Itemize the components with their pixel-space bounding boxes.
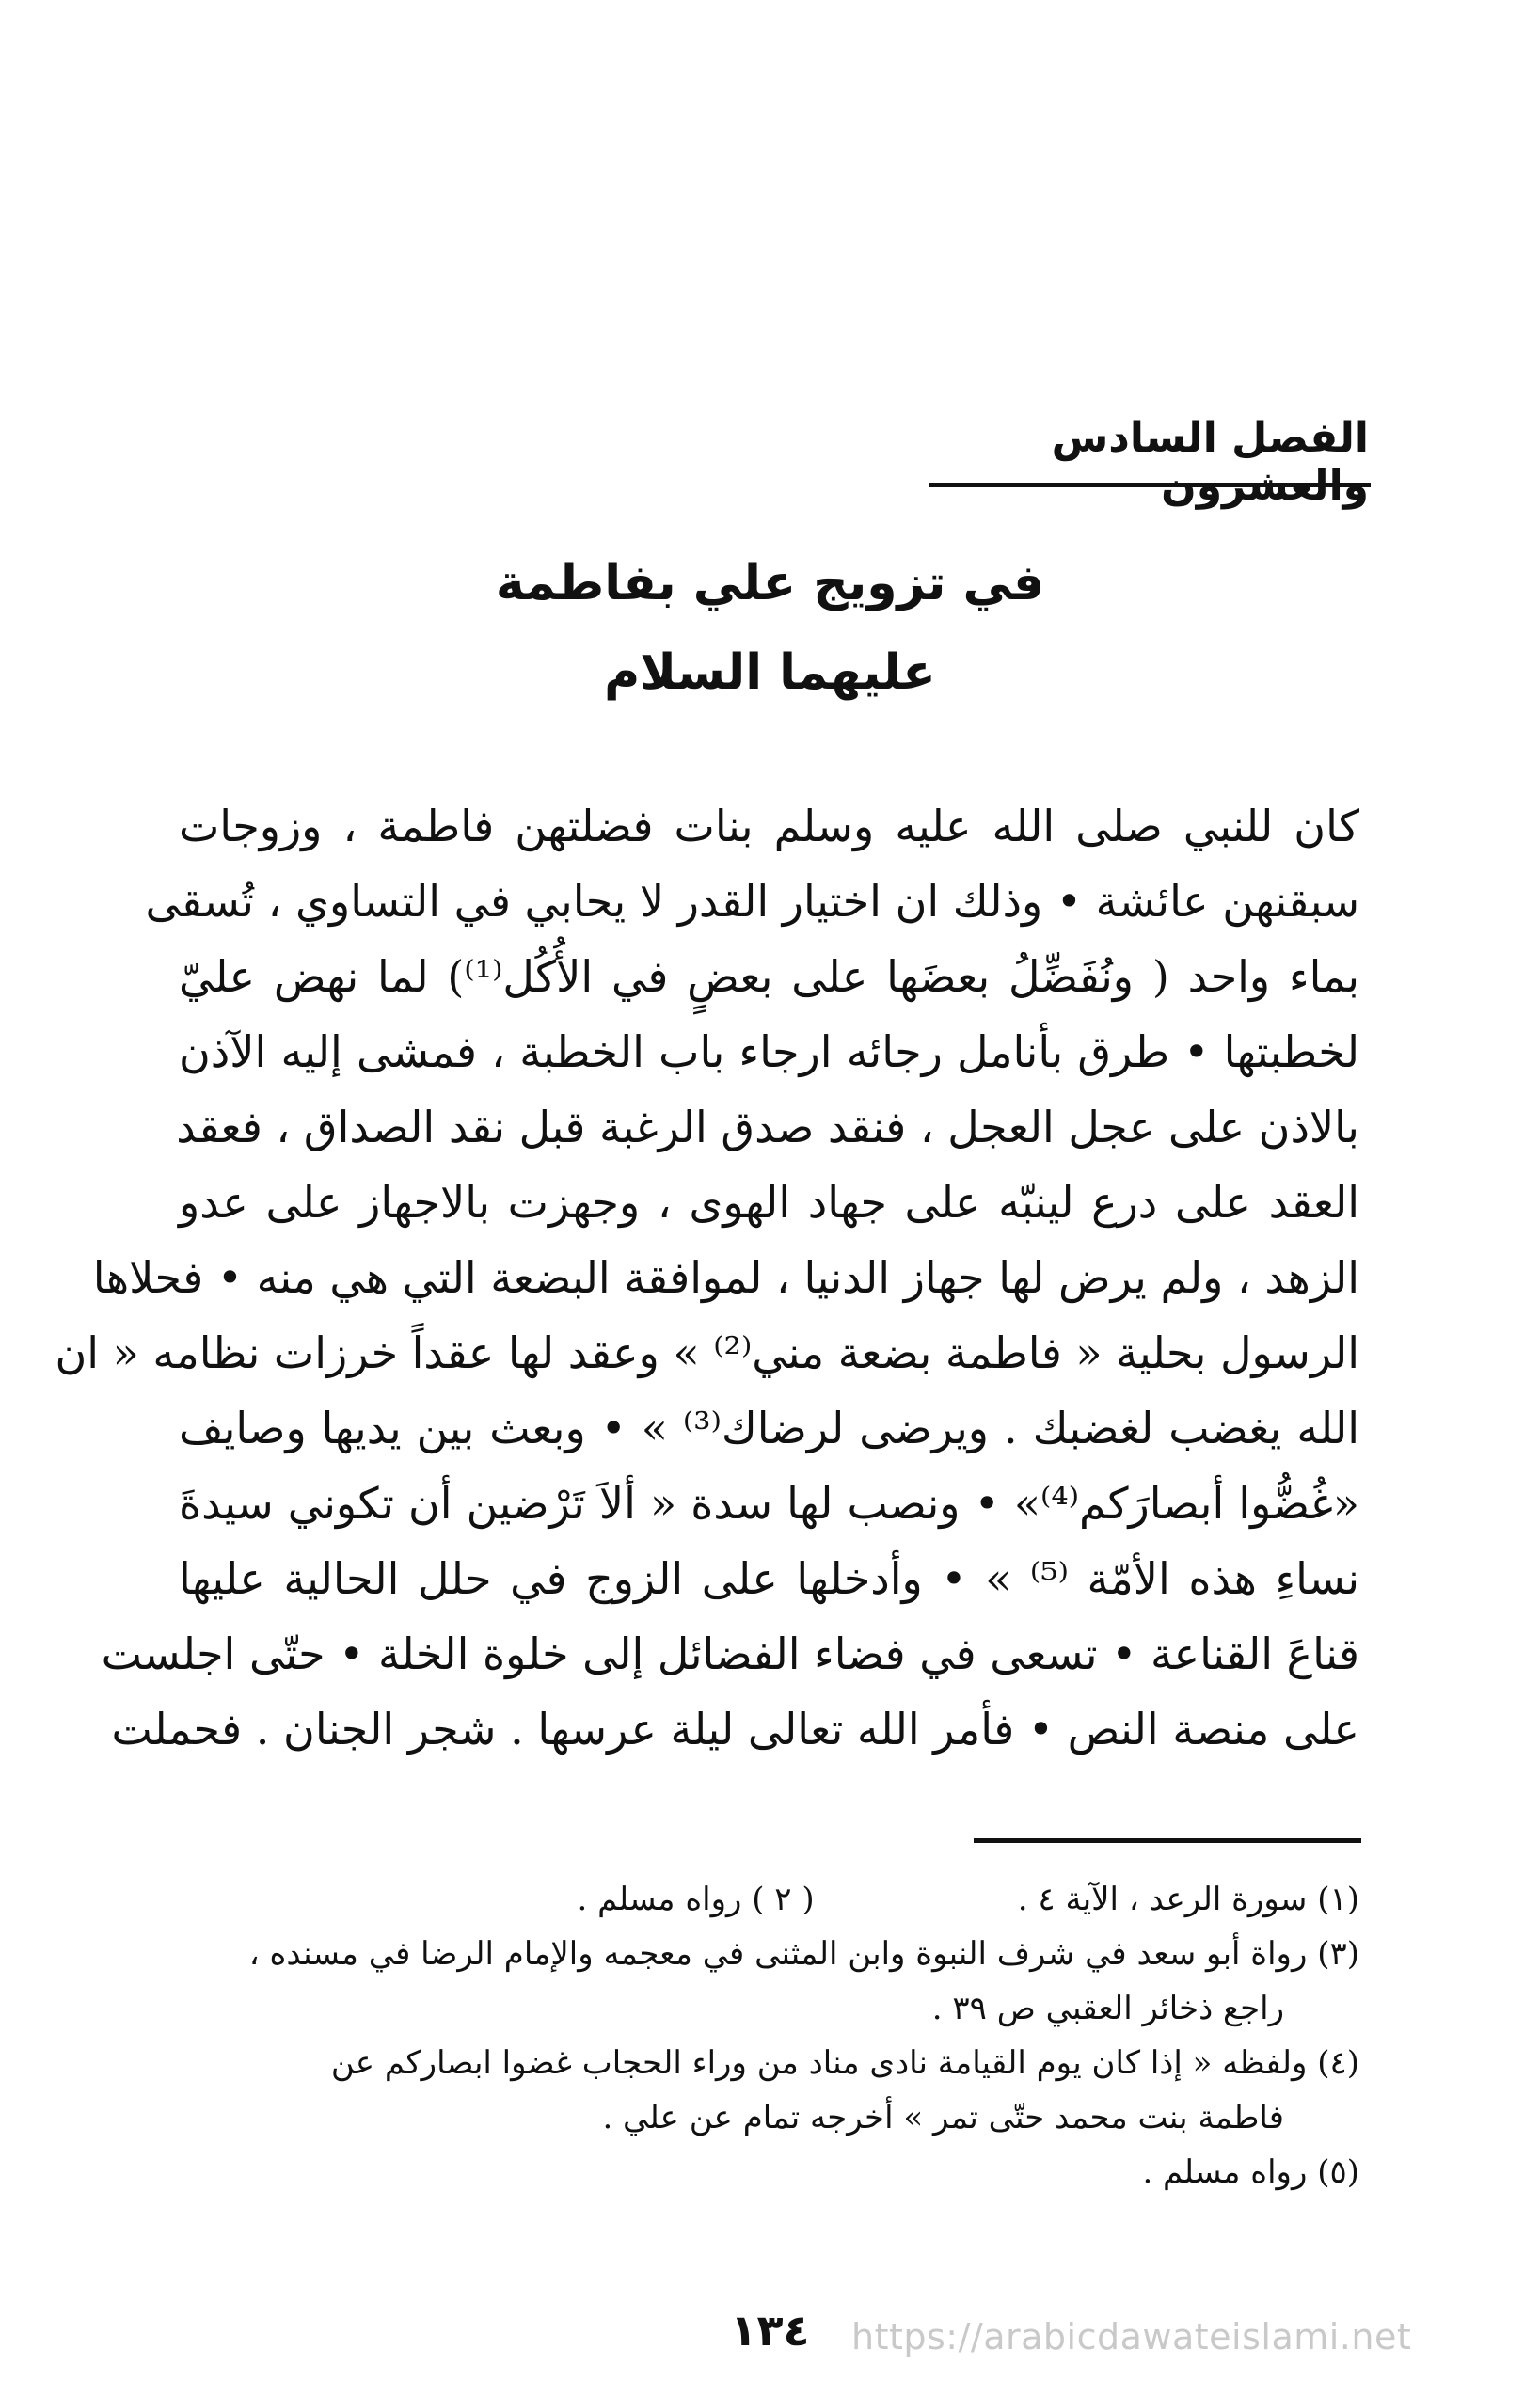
footnotes	[165, 1872, 1359, 2199]
body-line: سبقنهن عائشة • وذلك ان اختيار القدر لا يحابي في التساوي ، تُسقى	[145, 876, 1359, 927]
body-line: على منصة النص • فأمر الله تعالى ليلة عرسها . شجر الجنان . فحملت	[111, 1704, 1359, 1755]
footnote-line: فاطمة بنت محمد حتّى تمر » أخرجه تمام عن علي .	[602, 2099, 1284, 2136]
body-line: كان للنبي صلى الله عليه وسلم بنات فضلتهن فاطمة ، وزوجات	[179, 801, 1359, 851]
body-line: «غُضُّوا أبصارَكم⁽⁴⁾» • ونصب لها سدة « ألاَ تَرْضين أن تكوني سيدةَ	[179, 1478, 1359, 1529]
body-line: الرسول بحلية « فاطمة بضعة مني⁽²⁾ » وعقد لها عقداً خرزات نظامه « ان	[55, 1327, 1359, 1378]
section-title-line-2: عليهما السلام	[604, 644, 936, 701]
body-line: الزهد ، ولم يرض لها جهاز الدنيا ، لموافقة البضعة التي هي منه • فحلاها	[92, 1252, 1359, 1303]
footnote-separator	[974, 1838, 1361, 1843]
body-line: قناعَ القناعة • تسعى في فضاء الفضائل إلى خلوة الخلة • حتّى اجلست	[101, 1628, 1359, 1679]
page-number: ١٣٤	[730, 2305, 810, 2356]
watermark-url: https://arabicdawateislami.net	[851, 2316, 1412, 2358]
body-line: نساءِ هذه الأمّة ⁽⁵⁾ » • وأدخلها على الزوج في حلل الحالية عليها	[179, 1553, 1360, 1604]
body-line: بالاذن على عجل العجل ، فنقد صدق الرغبة قبل نقد الصداق ، فعقد	[176, 1102, 1359, 1152]
body-line: العقد على درع لينبّه على جهاد الهوى ، وجهزت بالاجهاز على عدو	[179, 1177, 1359, 1228]
body-line: الله يغضب لغضبك . ويرضى لرضاك⁽³⁾ » • وبعث بين يديها وصايف	[179, 1403, 1359, 1453]
chapter-heading: الفصل السادس والعشرون	[1051, 414, 1369, 510]
section-title-line-1: في تزويج علي بفاطمة	[495, 555, 1045, 611]
chapter-heading-underline	[929, 483, 1371, 487]
footnote-line: (٥) رواه مسلم .	[1142, 2153, 1359, 2191]
footnote-line: (٤) ولفظه « إذا كان يوم القيامة نادى مناد من وراء الحجاب غضوا ابصاركم عن	[330, 2044, 1359, 2082]
footnote-line: (٣) رواة أبو سعد في شرف النبوة وابن المثنى في معجمه والإمام الرضا في مسنده ،	[248, 1935, 1359, 1973]
footnote-line: راجع ذخائر العقبي ص ٣٩ .	[931, 1990, 1284, 2027]
body-text	[55, 788, 1360, 1767]
body-line: لخطبتها • طرق بأنامل رجائه ارجاء باب الخطبة ، فمشى إليه الآذن	[179, 1026, 1359, 1077]
body-line: بماء واحد ( ونُفَضِّلُ بعضَها على بعضٍ في الأُكُل⁽¹⁾) لما نهض عليّ	[179, 951, 1359, 1002]
footnote-line: (١) سورة الرعد ، الآية ٤ . ( ٢ ) رواه مسلم .	[577, 1881, 1359, 1918]
